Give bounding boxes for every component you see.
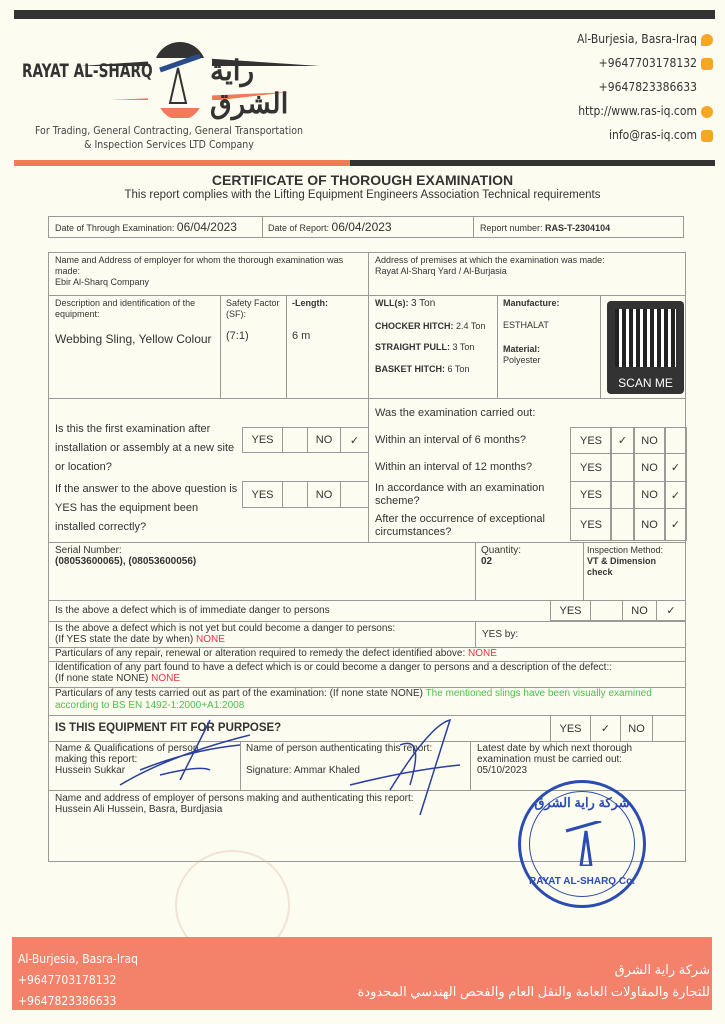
immediate-danger-question: Is the above a defect which is of immediate danger to persons xyxy=(55,605,330,616)
qr-code[interactable] xyxy=(607,301,684,394)
no-label: NO xyxy=(633,453,666,482)
no-label: NO xyxy=(307,427,341,453)
page-subtitle: This report complies with the Lifting Equipment Engineers Association Technical requirements xyxy=(124,189,601,201)
report-date: Date of Report: 06/04/2023 xyxy=(268,220,392,234)
phone-icon xyxy=(701,58,713,70)
no-checkbox[interactable]: ✓ xyxy=(340,427,369,453)
no-label: NO xyxy=(622,600,657,621)
page-title: CERTIFICATE OF THOROUGH EXAMINATION xyxy=(211,172,514,188)
yes-label: YES xyxy=(570,427,612,454)
yes-label: YES xyxy=(550,600,591,621)
safety-factor: Safety Factor (SF): (7:1) xyxy=(226,298,280,342)
yes-checkbox[interactable] xyxy=(610,481,635,509)
question-installed-correctly: If the answer to the above question is YES has the equipment been installed correctly? xyxy=(55,483,238,533)
yes-label: YES xyxy=(570,481,612,509)
contact-list xyxy=(577,32,713,152)
right-heading: Was the examination carried out: xyxy=(375,407,536,419)
logo-text-en: RAYAT AL-SHARQ xyxy=(22,60,153,82)
footer-arabic: شركة راية الشرق للتجارة والمقاولات العامة والنقل العام والفحص الهندسي المحدودة xyxy=(357,962,710,999)
signature-maker xyxy=(110,715,260,790)
yes-checkbox[interactable] xyxy=(282,481,308,508)
no-label: NO xyxy=(633,481,666,509)
defect-identification: Identification of any part found to have a defect which is or could become a danger to persons and a description of the defect:: (If none state NONE) NONE xyxy=(55,662,613,684)
no-checkbox[interactable]: ✓ xyxy=(664,508,687,541)
no-label: NO xyxy=(633,427,666,454)
footer-contacts: Al-Burjesia, Basra-Iraq +9647703178132 +9647823386633 xyxy=(18,952,138,1008)
wll-list: WLL(s): 3 Ton CHOCKER HITCH: 2.4 Ton STRAIGHT PULL: 3 Ton BASKET HITCH: 6 Ton xyxy=(375,298,486,374)
yes-by-field[interactable]: YES by: xyxy=(482,629,519,640)
yes-checkbox[interactable]: ✓ xyxy=(590,715,621,742)
yes-label: YES xyxy=(570,453,612,482)
quantity: Quantity: 02 xyxy=(481,545,522,567)
yes-label: YES xyxy=(570,508,612,541)
qr-code-pattern xyxy=(615,309,676,367)
report-number: Report number: RAS-T-2304104 xyxy=(480,223,611,233)
inspection-method: Inspection Method: VT & Dimension check xyxy=(587,545,664,577)
question-scheme: In accordance with an examination scheme? xyxy=(375,482,545,507)
yes-checkbox[interactable] xyxy=(610,453,635,482)
signature-authenticator xyxy=(330,715,470,825)
no-label: NO xyxy=(620,715,653,742)
globe-icon xyxy=(701,106,713,118)
yes-label: YES xyxy=(242,427,283,453)
footer xyxy=(12,937,712,1010)
location-pin-icon xyxy=(701,34,713,46)
no-checkbox[interactable] xyxy=(340,481,369,508)
serial-number: Serial Number: (08053600065), (08053600056) xyxy=(55,545,197,567)
mail-icon xyxy=(701,130,713,142)
logo-text-ar: راية الشرق xyxy=(210,55,289,119)
report-authenticator: Name of person authenticating this report: Signature: Ammar Khaled xyxy=(246,743,433,776)
no-checkbox[interactable]: ✓ xyxy=(664,481,687,509)
equipment-description: Description and identification of the equipment: Webbing Sling, Yellow Colour xyxy=(55,298,212,346)
tests-particulars: Particulars of any tests carried out as part of the examination: (If none state NONE) The mentioned slings have been visually examined according to BS EN 1492-1:2000+A1:2008 xyxy=(55,688,652,711)
length: -Length: 6 m xyxy=(292,298,328,342)
contact-email[interactable]: info@ras-iq.com xyxy=(577,128,713,152)
top-bar xyxy=(14,10,715,19)
question-first-exam: Is this the first examination after installation or assembly at a new site or location? xyxy=(55,423,235,473)
employer-field: Name and Address of employer for whom the thorough examination was made: Ebir Al-Sharq Company xyxy=(55,255,344,287)
future-danger-question: Is the above a defect which is not yet but could become a danger to persons: (If YES state the date by when) NONE xyxy=(55,623,396,645)
contact-website[interactable]: http://www.ras-iq.com xyxy=(577,104,713,128)
repair-particulars: Particulars of any repair, renewal or alteration required to remedy the defect identified above: NONE xyxy=(55,648,497,659)
yes-checkbox[interactable] xyxy=(590,600,623,621)
next-exam-date: Latest date by which next thorough examination must be carried out: 05/10/2023 xyxy=(477,743,633,776)
no-checkbox[interactable]: ✓ xyxy=(656,600,686,621)
no-checkbox[interactable]: ✓ xyxy=(664,453,687,482)
question-12-months: Within an interval of 12 months? xyxy=(375,461,533,473)
yes-checkbox[interactable] xyxy=(282,427,308,453)
tagline: For Trading, General Contracting, General Transportation & Inspection Services LTD Company xyxy=(35,125,303,151)
question-exceptional: After the occurrence of exceptional circumstances? xyxy=(375,513,545,538)
contact-phone-2: +9647823386633 xyxy=(598,80,697,94)
exam-date: Date of Through Examination: 06/04/2023 xyxy=(55,220,237,234)
no-label: NO xyxy=(633,508,666,541)
divider-dark xyxy=(350,160,715,166)
premises-field: Address of premises at which the examination was made: Rayat Al-Sharq Yard / Al-Burjasia xyxy=(375,255,605,276)
employer-of-persons: Name and address of employer of persons making and authenticating this report: Hussein Ali Hussein, Basra, Burdjasia xyxy=(55,793,414,815)
no-checkbox[interactable] xyxy=(652,715,686,742)
yes-checkbox[interactable] xyxy=(610,508,635,541)
no-checkbox[interactable] xyxy=(664,427,687,454)
contact-phone-1: +9647703178132 xyxy=(577,56,713,80)
divider-orange xyxy=(14,160,350,166)
manufacture: Manufacture: ESTHALAT Material: Polyester xyxy=(503,298,560,365)
yes-label: YES xyxy=(242,481,283,508)
contact-address: Al-Burjesia, Basra-Iraq xyxy=(577,32,713,56)
company-stamp: شركة راية الشرق RAYAT AL-SHARQ Co. xyxy=(518,780,646,908)
logo xyxy=(20,28,340,118)
yes-label: YES xyxy=(550,715,591,742)
fit-for-purpose-question: IS THIS EQUIPMENT FIT FOR PURPOSE? xyxy=(55,722,282,734)
no-label: NO xyxy=(307,481,341,508)
question-6-months: Within an interval of 6 months? xyxy=(375,434,527,446)
scan-me-label: SCAN ME xyxy=(618,376,673,390)
report-maker: Name & Qualifications of person making this report: Hussein Sukkar xyxy=(55,743,199,776)
yes-checkbox[interactable]: ✓ xyxy=(610,427,635,454)
